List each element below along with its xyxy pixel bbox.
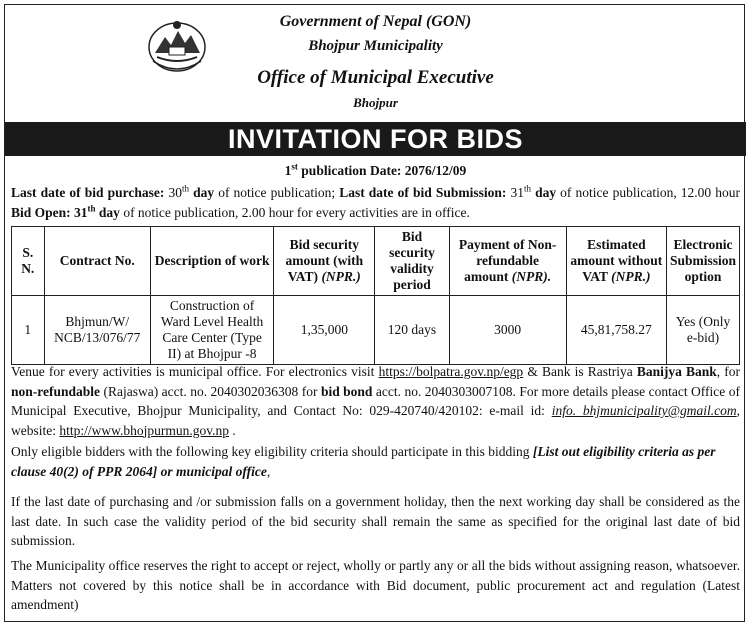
cell-estimated: 45,81,758.27 [566, 296, 666, 365]
holiday-paragraph: If the last date of purchasing and /or submission falls on a government holiday, then the next working day shall be considered as the last date. In such case the validity period of the bid security shall remain the same as specified for the original last date of bid submission. [11, 494, 740, 548]
notice-frame [4, 4, 745, 622]
office-title: Office of Municipal Executive [257, 67, 494, 88]
bid-table [11, 226, 740, 365]
venue-paragraph: Venue for every activities is municipal office. For electronics visit https://bolpatra.gov.np/egp & Bank is Rastriya Banijya Bank, for non-refundable (Rajaswa) acct. no. 2040302036308 for bid bond acct. no. 2040303007108. For more details please contact Office of Municipal Executive, Bhojpur Municipality, and Contact No: 029-420740/420102: e-mail id: info. bhjmunicipality@gmail.com, website: http://www.bhojpurmun.gov.np . [11, 364, 740, 438]
col-validity: Bid security validity period [375, 227, 449, 296]
table-row [12, 296, 740, 365]
municipality-title: Bhojpur Municipality [308, 38, 443, 54]
rights-paragraph: The Municipality office reserves the right to accept or reject, wholly or partly any or all the bids without assigning reason, whatsoever. Matters not covered by this notice shall be in accordance with Bid document, public procurement act and regulation (Latest amendment) [11, 558, 740, 612]
cell-sn: 1 [12, 296, 45, 365]
email-link[interactable]: info. bhjmunicipality@gmail.com [551, 403, 737, 418]
table-header-row [12, 227, 740, 296]
col-description: Description of work [151, 227, 274, 296]
cell-bid-security: 1,35,000 [274, 296, 375, 365]
col-sn: S. N. [12, 227, 45, 296]
cell-electronic: Yes (Only e-bid) [666, 296, 739, 365]
cell-contract: Bhjmun/W/ NCB/13/076/77 [44, 296, 150, 365]
publication-date: 1st publication Date: 2076/12/09 [284, 161, 467, 178]
col-electronic: Electronic Submission option [666, 227, 739, 296]
col-payment: Payment of Non-refundable amount (NPR). [449, 227, 566, 296]
col-estimated: Estimated amount without VAT (NPR.) [566, 227, 666, 296]
invitation-banner: INVITATION FOR BIDS [5, 122, 746, 156]
col-contract: Contract No. [44, 227, 150, 296]
eligibility-paragraph: Only eligible bidders with the following key eligibility criteria should participate in this bidding [List out eligibility criteria as per clause 40(2) of PPR 2064] or municipal office, [11, 444, 716, 479]
location-title: Bhojpur [353, 95, 398, 110]
government-title: Government of Nepal (GON) [279, 13, 472, 30]
cell-description: Construction of Ward Level Health Care Center (Type II) at Bhojpur -8 [151, 296, 274, 365]
website-link[interactable]: http://www.bhojpurmun.gov.np [59, 422, 229, 438]
notice-header [5, 5, 746, 121]
egp-link[interactable]: https://bolpatra.gov.np/egp [378, 364, 524, 379]
deadlines-paragraph: Last date of bid purchase: 30th day of notice publication; Last date of bid Submission: 31th day of notice publication, 12.00 hour Bid Open: 31th day of notice publication, 2.00 hour for every activities are in office. [11, 183, 741, 220]
col-bid-security: Bid security amount (with VAT) (NPR.) [274, 227, 375, 296]
cell-payment: 3000 [449, 296, 566, 365]
cell-validity: 120 days [375, 296, 449, 365]
